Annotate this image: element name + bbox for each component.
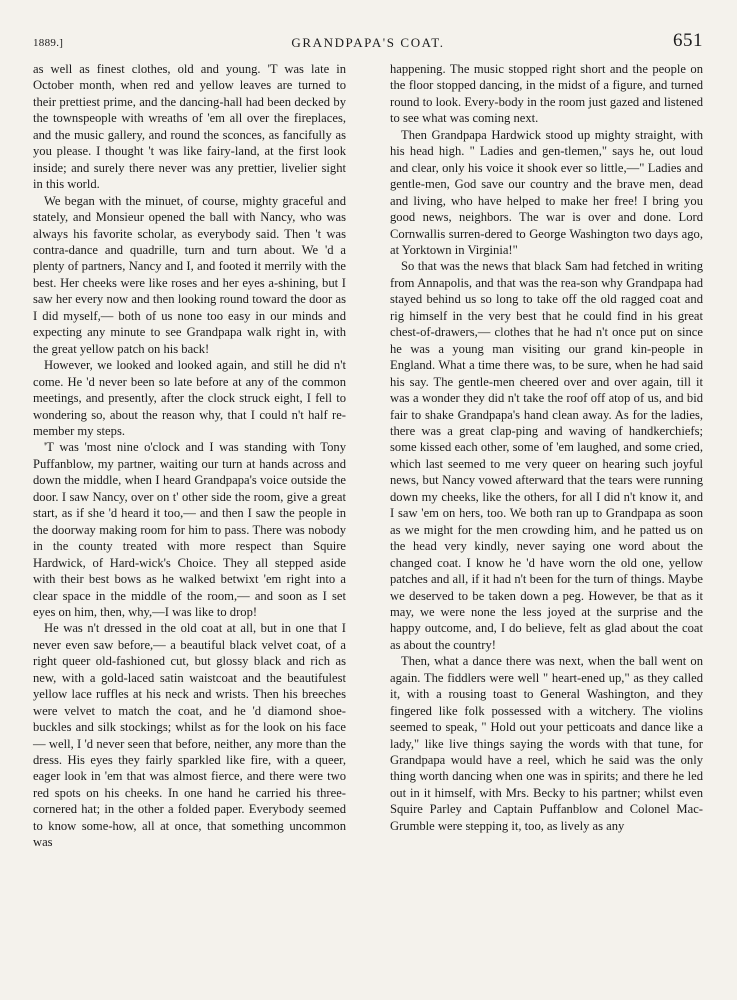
paragraph: 'T was 'most nine o'clock and I was standing with Tony Puffanblow, my partner, waiting our turn at hands across and down the middle, when I heard Grandpapa's voice outside the door. I saw Nancy, over on t' other side the room, give a great start, as if she 'd heard it too,— and then I saw the people in the doorway making room for him to pass. There was nobody in the county treated with more respect than Squire Hardwick, of Hard-wick's Choice. They all stepped aside with their best bows as he walked betwixt 'em right into a clear space in the middle of the room,— and soon as I set eyes on him, then, why,—I was like to drop!: [33, 440, 346, 619]
issue-date: 1889.]: [33, 37, 64, 49]
paragraph: He was n't dressed in the old coat at all, but in one that I never even saw before,— a beautiful black velvet coat, of a right queer old-fashioned cut, but glossy black and rich as new, with a gold-laced satin waistcoat and the beautifulest yellow lace ruffles at his neck and wrists. Then his breeches were velvet to match the coat, and he 'd diamond shoe-buckles and silk stockings; whilst as for the look on his face — well, I 'd never seen that before, neither, any more than the dress. His eyes they fairly sparkled like fire, with a queer, eager look in 'em that was almost fierce, and there were two red spots on his cheeks. In one hand he carried his three-cornered hat; in the other a folded paper. Everybody seemed to know some-how, all at once, that something uncommon was: [33, 621, 346, 850]
running-title: GRANDPAPA'S COAT.: [291, 35, 445, 50]
paragraph: However, we looked and looked again, and still he did n't come. He 'd never been so late before at any of the common meetings, and presently, after the clock struck eight, I fell to wondering so, about the reason why, that I could n't half re-member my steps.: [33, 358, 346, 438]
left-column: [33, 61, 346, 851]
text-columns: [33, 61, 703, 851]
running-head: [33, 28, 703, 54]
paragraph: as well as finest clothes, old and young. 'T was late in October month, when red and yellow leaves are turned to their prettiest prime, and the dancing-hall had been decked by the townspeople with wreaths of 'em all over the fireplaces, and the music gallery, and round the sconces, as fancifully as you please. I thought 't was like fairy-land, at the first look inside; and surely there never was any prettier, livelier sight in this world.: [33, 62, 346, 192]
paragraph: Then Grandpapa Hardwick stood up mighty straight, with his head high. " Ladies and gen-tlemen," says he, out loud and clear, only his voice it shook ever so little,—" Ladies and gentle-men, God save our country and the brave men, dead and living, who have helped to make her free! I bring you good news, neighbors. The war is over and done. Lord Cornwallis surren-dered to George Washington two days ago, at Yorktown in Virginia!": [390, 127, 703, 257]
paragraph: Then, what a dance there was next, when the ball went on again. The fiddlers were well " heart-ened up," as they called it, with a rousing toast to General Washington, and they fingered like folk possessed with a witchery. The violins seemed to speak, " Hold out your petticoats and dance like a lady," like live things saying the words with that tune, for Grandpapa would have a reel, which he said was the only thing worth dancing when one was in spirits; and there he led out in it himself, with Mrs. Becky to his partner; whilst even Squire Parley and Captain Puffanblow and Colonel Mac-Grumble were stepping it, too, as lively as any: [390, 654, 703, 833]
page-number: 651: [673, 30, 703, 51]
right-column: [390, 61, 703, 851]
paragraph: We began with the minuet, of course, mighty graceful and stately, and Monsieur opened the ball with Nancy, who was always his favorite scholar, as everybody said. Then 't was contra-dance and quadrille, turn and turn about. We 'd a plenty of partners, Nancy and I, and footed it merrily with the best. Her cheeks were like roses and her eyes a-shining, but I saw her every now and then looking round toward the door as I did myself,— both of us none too easy in our minds and expecting any minute to see Grandpapa walk right in, with the great yellow patch on his back!: [33, 193, 346, 356]
paragraph: So that was the news that black Sam had fetched in writing from Annapolis, and that was the rea-son why Grandpapa had stayed behind us so long to take off the old ragged coat and rig himself in the very best that he could find in his great chest-of-drawers,— clothes that he had n't once put on since he was a young man visiting our grand kin-people in England. What a time there was, to be sure, when he had said his say. The gentle-men cheered over and over again, till it was a wonder they did n't take the roof off atop of us, and bid fair to shake Grandpapa's hand clean away. As for the ladies, there was a great clap-ping and waving of handkerchiefs; some kissed each other, some of 'em laughed, and some cried, which last seemed to me very queer on hearing such joyful news, but Nancy vowed afterward that the tears were running down my cheeks, like the others, for all I did n't know it, and I saw 'em on hers, too. We both ran up to Grandpapa as soon as we might for the men crowding him, and he patted us on the head very kindly, never saying one word about the changed coat. I know he 'd have worn the old one, yellow patches and all, if it had n't been for the turn of things. Maybe we deserved to be taken down a peg. However, be that as it may, we were none the less joyed at the surprise and the happy outcome, and, I do believe, felt as glad about the coat as about the country!: [390, 259, 703, 652]
paragraph: happening. The music stopped right short and the people on the floor stopped dancing, in the midst of a figure, and turned round to look. Every-body in the room just gazed and listened to see what was coming next.: [390, 62, 703, 126]
